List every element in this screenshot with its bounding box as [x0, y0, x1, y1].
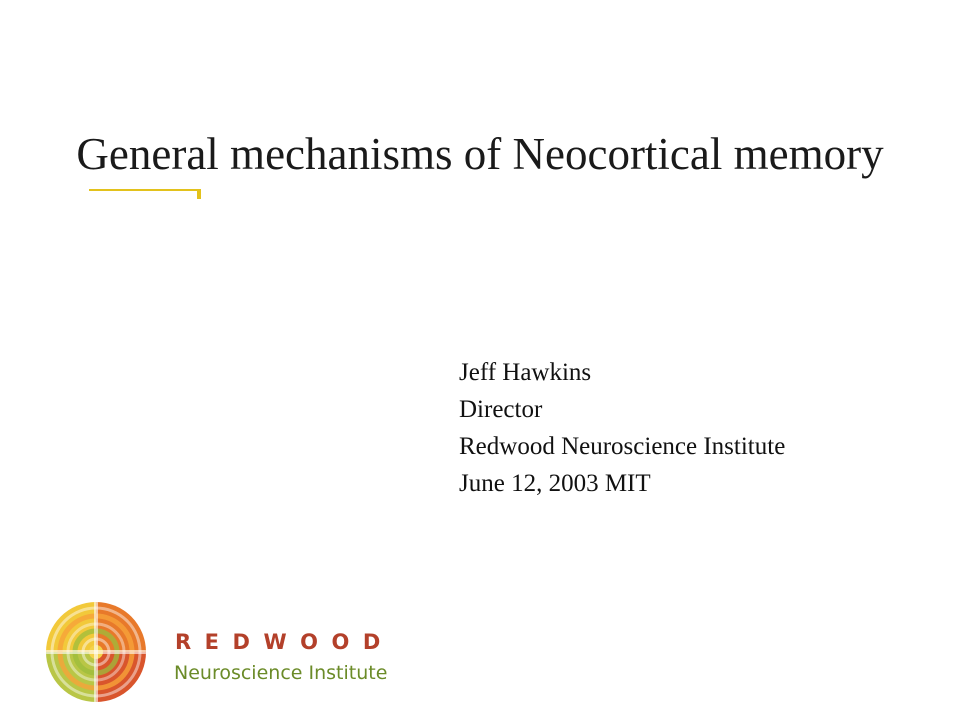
presenter-organization: Redwood Neuroscience Institute [459, 433, 786, 460]
presenter-name: Jeff Hawkins [459, 359, 592, 386]
title-accent-line [89, 189, 201, 191]
concentric-circle-logo-icon [44, 600, 148, 704]
presenter-info [459, 354, 785, 502]
presentation-date-venue: June 12, 2003 MIT [459, 470, 651, 497]
presenter-role: Director [459, 396, 543, 423]
redwood-logo [44, 600, 444, 704]
logo-subtitle: Neuroscience Institute [174, 662, 388, 684]
slide-title: General mechanisms of Neocortical memory [76, 129, 884, 179]
logo-wordmark: REDWOOD [175, 630, 394, 654]
title-accent-tick [197, 191, 201, 199]
